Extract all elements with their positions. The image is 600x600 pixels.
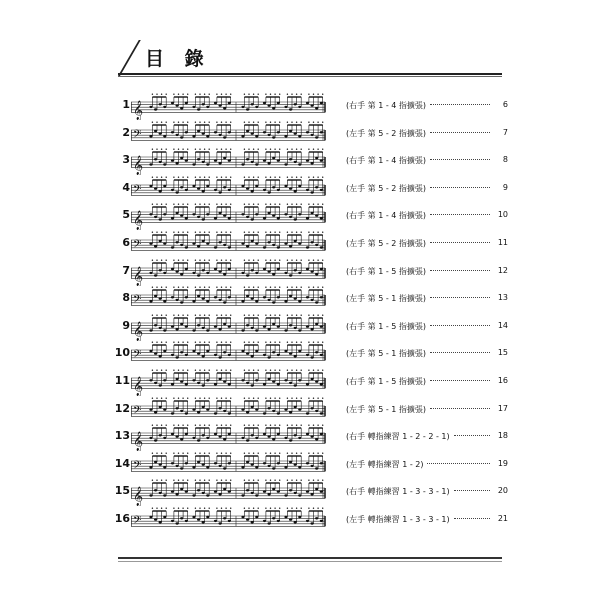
entry-title: (左手 第 5 - 1 指擴張)	[346, 404, 427, 414]
treble-clef-icon: 𝄞	[133, 265, 144, 286]
page-number: 21	[497, 514, 508, 523]
toc-entry[interactable]	[0, 506, 600, 534]
page-number: 12	[497, 265, 508, 275]
treble-clef-icon: 𝄞	[133, 376, 144, 396]
page-number: 6	[502, 100, 508, 109]
music-excerpt-image	[131, 451, 327, 479]
music-excerpt-image	[131, 396, 327, 424]
entry-title: (右手 第 1 - 5 指擴張)	[346, 321, 427, 331]
footer-rule-thin	[118, 561, 502, 562]
entry-number: 3	[122, 153, 130, 167]
footer-rule	[118, 557, 502, 559]
music-excerpt-image	[131, 478, 327, 506]
header-rule-thin	[118, 76, 502, 77]
toc-entry[interactable]	[0, 147, 600, 175]
entry-title: (右手 第 1 - 5 指擴張)	[346, 377, 427, 386]
dot-leader	[430, 270, 490, 271]
entry-title: (右手 第 1 - 5 指擴張)	[346, 266, 427, 276]
page-number: 16	[497, 376, 508, 385]
toc-entry[interactable]	[0, 285, 600, 313]
entry-title: (左手 第 5 - 1 指擴張)	[346, 294, 427, 304]
page-number: 14	[497, 320, 508, 330]
toc-entry[interactable]	[0, 202, 600, 230]
entry-number: 11	[114, 374, 130, 387]
entry-number: 7	[122, 263, 130, 277]
treble-clef-icon: 𝄞	[133, 100, 144, 120]
entry-number: 10	[114, 346, 130, 360]
page-number: 15	[497, 348, 508, 358]
entry-title: (右手 轉指練習 1 - 3 - 3 - 1)	[346, 487, 450, 497]
dot-leader	[430, 214, 490, 215]
dot-leader	[454, 435, 490, 436]
dot-leader	[454, 490, 490, 491]
entry-title: (右手 第 1 - 4 指擴張)	[346, 101, 427, 110]
toc-entry[interactable]	[0, 230, 600, 258]
toc-entry[interactable]	[0, 258, 600, 286]
dot-leader	[430, 380, 490, 381]
toc-entry[interactable]	[0, 451, 600, 479]
entry-number: 8	[122, 291, 130, 305]
header-rule	[118, 73, 502, 75]
toc-entry[interactable]	[0, 478, 600, 506]
entry-number: 5	[122, 208, 130, 222]
music-excerpt-image	[131, 285, 327, 313]
music-excerpt-image	[131, 147, 327, 175]
dot-leader	[430, 159, 490, 160]
entry-number: 15	[114, 484, 130, 498]
entry-title: (左手 第 5 - 2 指擴張)	[346, 128, 427, 138]
entry-title: (左手 轉指練習 1 - 2)	[346, 459, 424, 469]
entry-number: 13	[114, 429, 130, 443]
music-excerpt-image	[131, 313, 327, 341]
page-number: 10	[497, 210, 508, 220]
page-number: 18	[497, 431, 508, 441]
music-excerpt-image	[131, 120, 327, 148]
dot-leader	[427, 463, 490, 464]
page-number: 9	[502, 182, 508, 192]
dot-leader	[430, 325, 490, 326]
music-excerpt-image	[131, 175, 327, 203]
bass-clef-icon: 𝄢	[133, 293, 142, 309]
dot-leader	[430, 352, 490, 353]
entry-number: 1	[122, 98, 130, 111]
dot-leader	[430, 104, 490, 105]
page-number: 20	[497, 486, 508, 496]
entry-title: (右手 第 1 - 4 指擴張)	[346, 156, 427, 166]
entry-number: 14	[114, 456, 130, 470]
entry-number: 12	[114, 401, 130, 415]
dot-leader	[430, 132, 490, 133]
dot-leader	[454, 518, 490, 519]
toc-entry[interactable]	[0, 396, 600, 424]
entry-title: (右手 第 1 - 4 指擴張)	[346, 211, 427, 221]
entry-number: 2	[122, 125, 130, 139]
toc-entry[interactable]	[0, 340, 600, 368]
dot-leader	[430, 297, 490, 298]
page-number: 17	[497, 403, 508, 413]
music-excerpt-image	[131, 230, 327, 258]
music-excerpt-image	[131, 340, 327, 368]
entry-title: (右手 轉指練習 1 - 2 - 2 - 1)	[346, 432, 450, 442]
toc-entry[interactable]	[0, 175, 600, 203]
page-title: 目 錄	[145, 48, 211, 70]
entry-title: (左手 第 5 - 2 指擴張)	[346, 183, 427, 193]
bass-clef-icon: 𝄢	[133, 514, 142, 530]
toc-entry[interactable]	[0, 313, 600, 341]
entry-number: 6	[122, 236, 130, 249]
entry-number: 4	[122, 180, 130, 194]
treble-clef-icon: 𝄞	[133, 210, 144, 231]
bass-clef-icon: 𝄢	[133, 403, 142, 419]
page-number: 11	[497, 238, 508, 247]
toc-entry[interactable]	[0, 92, 600, 120]
page-number: 19	[497, 458, 508, 468]
entry-number: 16	[114, 512, 130, 525]
header-slash-decoration	[118, 40, 141, 76]
toc-entry[interactable]	[0, 368, 600, 396]
music-excerpt-image	[131, 202, 327, 230]
music-excerpt-image	[131, 423, 327, 451]
dot-leader	[430, 187, 490, 188]
music-excerpt-image	[131, 92, 327, 120]
entry-title: (左手 第 5 - 1 指擴張)	[346, 349, 427, 359]
music-excerpt-image	[131, 506, 327, 534]
dot-leader	[430, 242, 490, 243]
toc-entry[interactable]	[0, 120, 600, 148]
page-number: 8	[502, 155, 508, 165]
music-excerpt-image	[131, 258, 327, 286]
bass-clef-icon: 𝄢	[133, 348, 142, 364]
treble-clef-icon: 𝄞	[133, 431, 144, 452]
bass-clef-icon: 𝄢	[133, 459, 142, 475]
bass-clef-icon: 𝄢	[133, 183, 142, 199]
entry-title: (左手 第 5 - 2 指擴張)	[346, 239, 427, 248]
entry-number: 9	[122, 318, 130, 332]
page-number: 13	[497, 293, 508, 303]
entry-title: (左手 轉指練習 1 - 3 - 3 - 1)	[346, 515, 450, 524]
treble-clef-icon: 𝄞	[133, 155, 144, 176]
page-number: 7	[502, 127, 508, 137]
bass-clef-icon: 𝄢	[133, 238, 142, 254]
treble-clef-icon: 𝄞	[133, 486, 144, 507]
music-excerpt-image	[131, 368, 327, 396]
toc-entry[interactable]	[0, 423, 600, 451]
treble-clef-icon: 𝄞	[133, 321, 144, 341]
bass-clef-icon: 𝄢	[133, 127, 142, 143]
dot-leader	[430, 408, 490, 409]
